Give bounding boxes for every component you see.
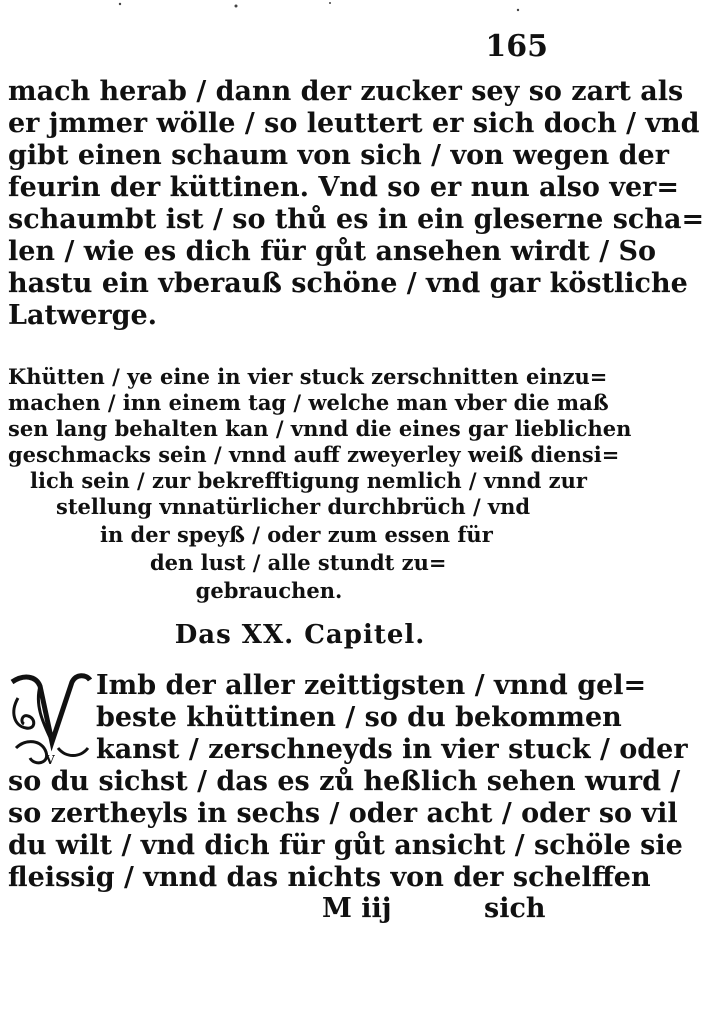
text-line: in der speyß / oder zum essen für bbox=[100, 522, 493, 547]
text-line: machen / inn einem tag / welche man vber die maß bbox=[8, 390, 609, 415]
text-line: den lust / alle stundt zu= bbox=[150, 550, 447, 575]
text-line: kanst / zerschneyds in vier stuck / oder bbox=[96, 734, 688, 765]
signature-mark: M iij bbox=[322, 893, 392, 924]
chapter-heading: Das XX. Capitel. bbox=[174, 620, 426, 650]
text-line: feurin der küttinen. Vnd so er nun also ver= bbox=[8, 172, 680, 203]
text-line: mach herab / dann der zucker sey so zart als bbox=[8, 76, 684, 107]
text-line: Imb der aller zeittigsten / vnnd gel= bbox=[96, 670, 647, 701]
text-line: sen lang behalten kan / vnnd die eines gar lieblichen bbox=[8, 416, 632, 441]
text-line: len / wie es dich für gůt ansehen wirdt / So bbox=[8, 236, 657, 267]
text-line: so du sichst / das es zů heßlich sehen wurd / bbox=[8, 766, 681, 797]
text-line: stellung vnnatürlicher durchbrüch / vnd bbox=[56, 494, 531, 519]
text-line: lich sein / zur bekrefftigung nemlich / vnnd zur bbox=[30, 468, 587, 493]
text-line: Latwerge. bbox=[8, 300, 158, 331]
catchword: sich bbox=[484, 893, 546, 924]
text-line: beste khüttinen / so du bekommen bbox=[96, 702, 622, 733]
text-line: er jmmer wölle / so leuttert er sich doch / vnd bbox=[8, 108, 700, 139]
decorated-initial-v bbox=[6, 668, 92, 768]
page-number: 165 bbox=[485, 29, 548, 64]
initial-letter: V bbox=[45, 753, 55, 767]
text-line: gibt einen schaum von sich / von wegen der bbox=[8, 140, 669, 171]
text-line: so zertheyls in sechs / oder acht / oder so vil bbox=[8, 798, 678, 829]
text-line: schaumbt ist / so thů es in ein gleserne scha= bbox=[8, 204, 704, 235]
text-line: du wilt / vnd dich für gůt ansicht / schöle sie bbox=[8, 830, 683, 861]
text-line: fleissig / vnnd das nichts von der schelffen bbox=[8, 862, 651, 893]
text-line: hastu ein vberauß schöne / vnd gar köstliche bbox=[8, 268, 688, 299]
text-line: geschmacks sein / vnnd auff zweyerley weiß diensi= bbox=[8, 442, 620, 467]
text-line: Khütten / ye eine in vier stuck zerschnitten einzu= bbox=[8, 364, 608, 389]
text-line: gebrauchen. bbox=[195, 578, 343, 603]
